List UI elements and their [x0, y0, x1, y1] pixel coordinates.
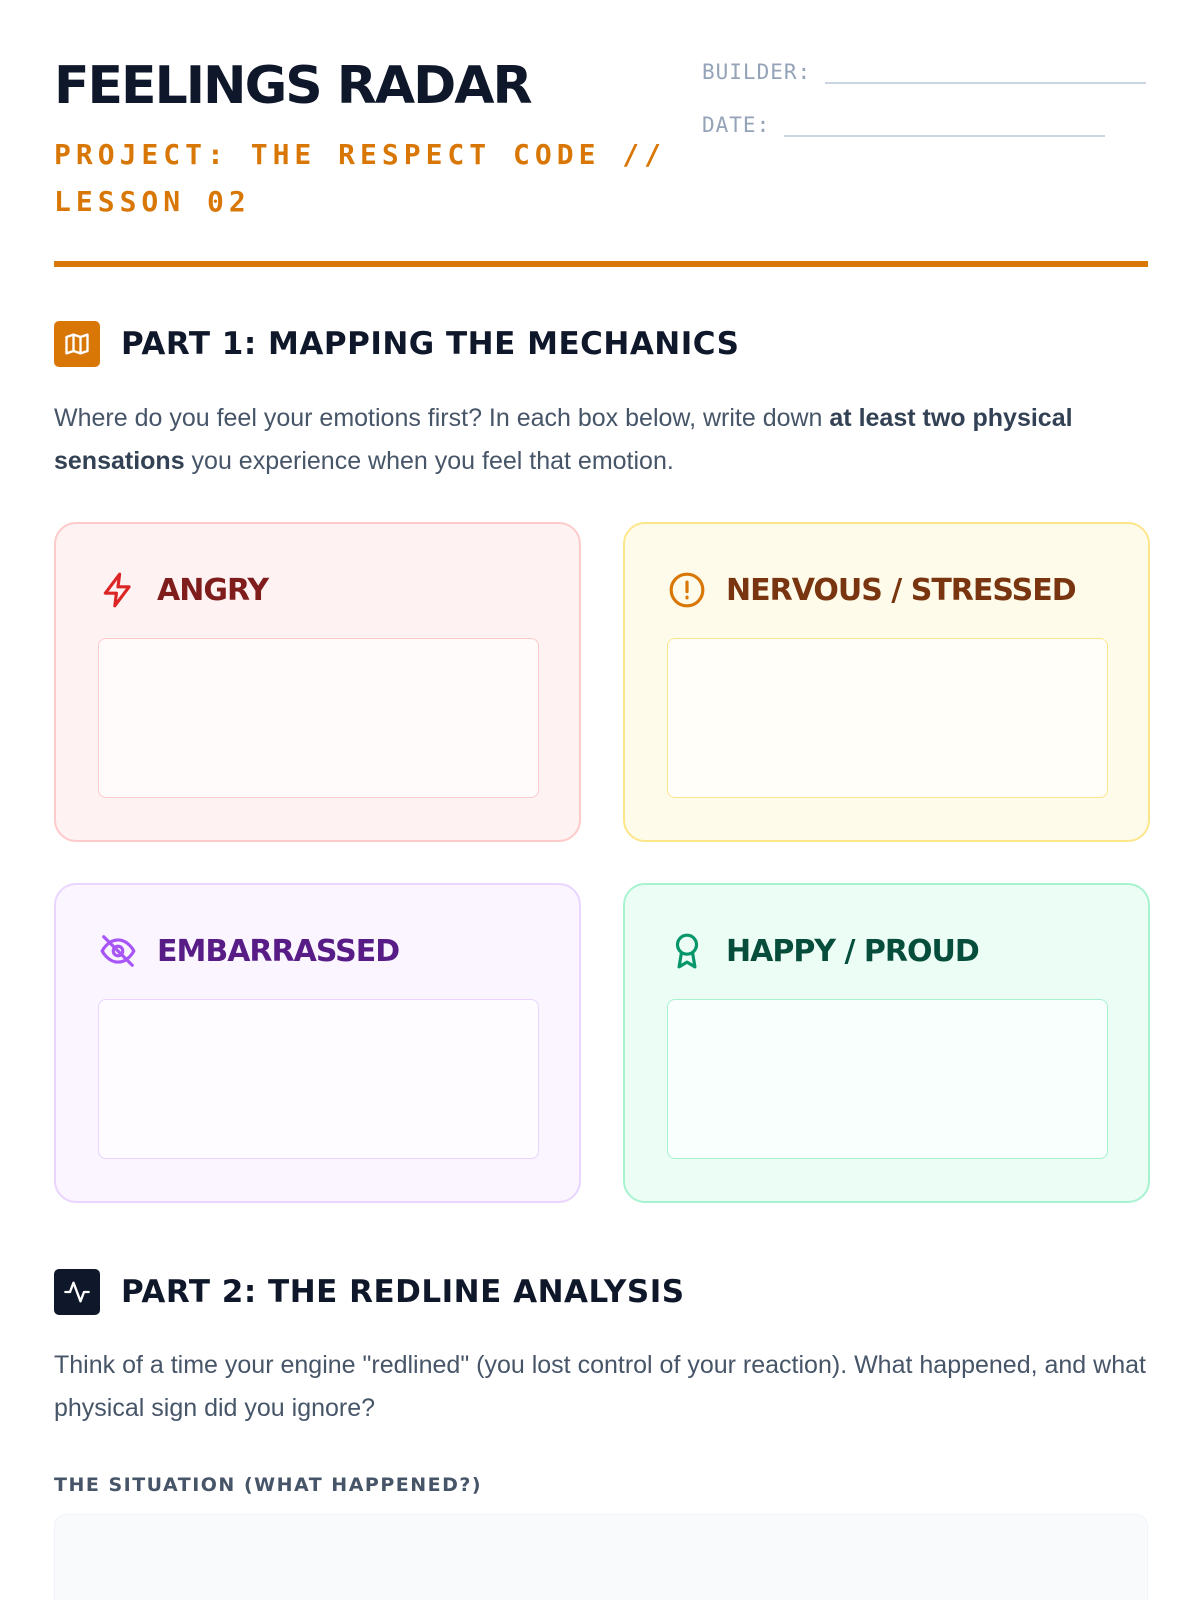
- emotion-card-nervous: [623, 522, 1150, 842]
- map-icon: [54, 321, 100, 367]
- alert-circle-icon: [667, 570, 707, 610]
- builder-field[interactable]: [702, 60, 1146, 84]
- project-subtitle: PROJECT: THE RESPECT CODE // LESSON 02: [54, 138, 667, 218]
- happy-sensations-input[interactable]: [667, 999, 1108, 1159]
- emotion-card-header: [667, 570, 1076, 610]
- worksheet-header: [54, 0, 1148, 270]
- emotion-label: NERVOUS / STRESSED: [726, 572, 1076, 608]
- eye-off-icon: [98, 931, 138, 971]
- part2-title: PART 2: THE REDLINE ANALYSIS: [121, 1274, 685, 1310]
- emotion-card-embarrassed: [54, 883, 581, 1203]
- part2-instructions: Think of a time your engine "redlined" (you lost control of your reaction). What happened, and what physical sign did you ignore?: [54, 1351, 1146, 1422]
- page-title: FEELINGS RADAR: [54, 56, 531, 116]
- emotion-card-happy: [623, 883, 1150, 1203]
- emotion-card-header: [98, 931, 399, 971]
- emotion-card-angry: [54, 522, 581, 842]
- emotion-label: ANGRY: [157, 572, 269, 608]
- lightning-bolt-icon: [98, 570, 138, 610]
- emotion-label: HAPPY / PROUD: [726, 933, 979, 969]
- angry-sensations-input[interactable]: [98, 638, 539, 798]
- emotion-card-header: [98, 570, 268, 610]
- date-field[interactable]: [702, 113, 1105, 137]
- situation-label: THE SITUATION (WHAT HAPPENED?): [54, 1474, 483, 1496]
- nervous-sensations-input[interactable]: [667, 638, 1108, 798]
- emotion-label: EMBARRASSED: [157, 933, 400, 969]
- activity-pulse-icon: [54, 1269, 100, 1315]
- part1-heading: [54, 321, 739, 367]
- builder-input-line[interactable]: [825, 62, 1146, 84]
- award-ribbon-icon: [667, 931, 707, 971]
- part1-intro-after: you experience when you feel that emotion.: [184, 447, 674, 475]
- part1-intro-bold: at least two physical sensations: [54, 404, 1073, 475]
- part2-heading: [54, 1269, 685, 1315]
- builder-label: BUILDER:: [702, 60, 812, 84]
- date-input-line[interactable]: [784, 115, 1105, 137]
- date-label: DATE:: [702, 113, 771, 137]
- header-divider: [54, 261, 1148, 267]
- part1-intro-before: Where do you feel your emotions first? In each box below, write down: [54, 404, 830, 432]
- embarrassed-sensations-input[interactable]: [98, 999, 539, 1159]
- part1-instructions: [54, 397, 1148, 483]
- part1-title: PART 1: MAPPING THE MECHANICS: [121, 326, 740, 362]
- emotion-card-header: [667, 931, 979, 971]
- situation-input[interactable]: [54, 1514, 1148, 1600]
